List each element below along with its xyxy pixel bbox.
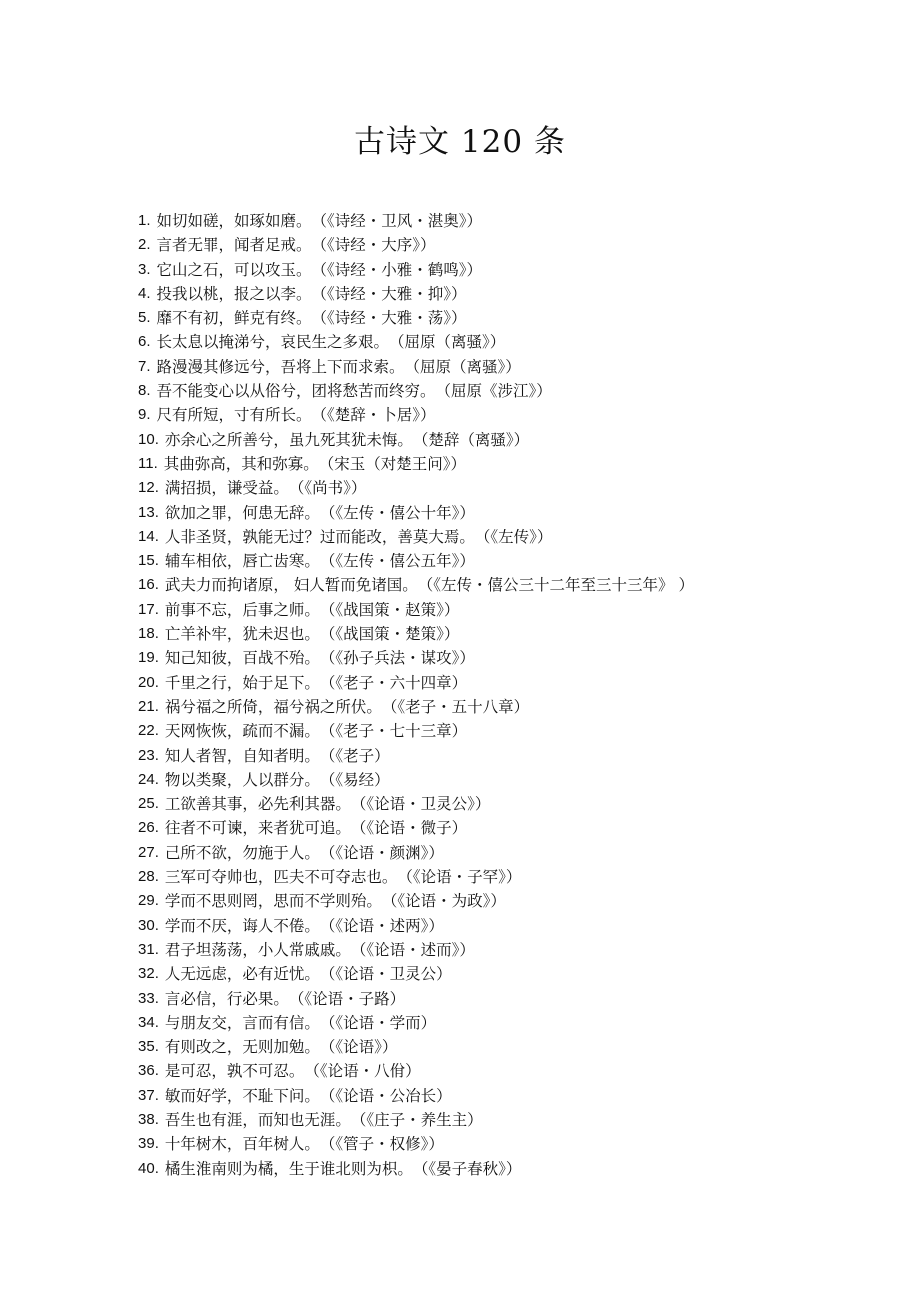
quote-text: 三军可夺帅也，匹夫不可夺志也。 — [164, 868, 398, 887]
quote-text: 物以类聚，人以群分。 — [164, 770, 320, 789]
quote-source: （《论语・卫灵公） — [319, 965, 452, 984]
quote-source: （《论语・学而） — [319, 1013, 437, 1032]
quote-source: （《论语・微子） — [350, 819, 468, 838]
quote-source: （《诗经・大雅・荡》） — [311, 309, 467, 328]
item-number-separator: . — [154, 770, 159, 788]
item-number-separator: . — [146, 406, 151, 424]
quote-text: 亦余心之所善兮，虽九死其犹未悔。 — [164, 430, 413, 449]
item-number: 30 — [138, 916, 155, 934]
quote-text: 敏而好学，不耻下问。 — [164, 1086, 320, 1105]
item-number-separator: . — [146, 382, 151, 400]
item-number: 13 — [138, 503, 155, 521]
item-number: 23 — [138, 746, 155, 764]
quote-text: 人无远虑，必有近忧。 — [164, 965, 320, 984]
item-number-separator: . — [146, 260, 151, 278]
list-item — [138, 1011, 898, 1035]
list-item — [138, 646, 898, 670]
item-number: 6 — [138, 333, 147, 351]
quote-source: （《论语・八佾） — [304, 1062, 421, 1081]
item-number-separator: . — [154, 722, 159, 740]
quote-source: （《老子） — [319, 746, 390, 765]
quote-source: （《诗经・大雅・抑》） — [311, 284, 467, 303]
item-number-separator: . — [154, 430, 159, 448]
quote-text: 如切如磋，如琢如磨。 — [156, 212, 312, 230]
item-number: 18 — [138, 625, 155, 643]
item-number: 39 — [138, 1135, 155, 1153]
quote-source: （屈原《涉江》） — [435, 382, 552, 401]
list-item — [138, 987, 898, 1011]
item-number-separator: . — [154, 625, 159, 643]
item-number-separator: . — [154, 673, 159, 691]
list-item — [138, 792, 898, 816]
quote-source: （《论语・述而》） — [350, 940, 475, 959]
item-number-separator: . — [154, 965, 159, 983]
quote-text: 它山之石，可以攻玉。 — [156, 260, 312, 279]
item-number: 3 — [138, 260, 147, 278]
quote-source: （《战国策・赵策》） — [319, 600, 460, 619]
item-number-separator: . — [146, 357, 151, 375]
item-number-separator: . — [154, 989, 159, 1007]
item-number: 24 — [138, 770, 155, 788]
quote-text: 与朋友交，言而有信。 — [164, 1013, 320, 1032]
quote-source: （宋玉（对楚王问》） — [318, 454, 467, 473]
list-item — [138, 598, 898, 622]
list-item — [138, 573, 898, 597]
item-number: 17 — [138, 600, 155, 618]
quote-text: 祸兮福之所倚，福兮祸之所伏。 — [164, 697, 382, 716]
list-item — [138, 816, 898, 840]
item-number: 32 — [138, 965, 155, 983]
quote-source: （屈原（离骚》） — [389, 333, 506, 352]
item-number: 4 — [138, 284, 147, 302]
quote-list — [138, 209, 898, 1181]
quote-source: （《诗经・大序》） — [311, 236, 436, 255]
list-item — [138, 233, 898, 257]
list-item — [138, 671, 898, 695]
item-number: 5 — [138, 309, 147, 327]
quote-text: 学而不思则罔，思而不学则殆。 — [164, 892, 382, 911]
item-number: 34 — [138, 1013, 155, 1031]
item-number: 16 — [138, 576, 155, 594]
quote-source: （《论语・为政》） — [381, 892, 506, 911]
item-number-separator: . — [154, 576, 159, 594]
item-number: 8 — [138, 382, 147, 400]
item-number-separator: . — [146, 212, 151, 229]
item-number: 20 — [138, 673, 155, 691]
item-number: 22 — [138, 722, 155, 740]
quote-text: 其曲弥高，其和弥寡。 — [163, 454, 319, 473]
quote-text: 知人者智，自知者明。 — [164, 746, 320, 765]
quote-text: 知己知彼，百战不殆。 — [164, 649, 320, 668]
quote-source: （《左传・僖公三十二年至三十三年》 ） — [417, 576, 694, 595]
list-item — [138, 355, 898, 379]
item-number: 27 — [138, 843, 155, 861]
quote-text: 长太息以掩涕兮，哀民生之多艰。 — [156, 333, 390, 352]
item-number-separator: . — [154, 795, 159, 813]
quote-source: （《老子・五十八章） — [381, 697, 530, 716]
list-item — [138, 962, 898, 986]
quote-source: （《诗经・卫风・湛奥》） — [311, 212, 483, 230]
quote-source: （《诗经・小雅・鹤鸣》） — [311, 260, 483, 279]
list-item — [138, 841, 898, 865]
item-number-separator: . — [154, 527, 159, 545]
item-number-separator: . — [154, 552, 159, 570]
item-number-separator: . — [154, 940, 159, 958]
quote-source: （《战国策・楚策》） — [319, 625, 460, 644]
quote-text: 学而不厌，诲人不倦。 — [164, 916, 320, 935]
item-number-separator: . — [154, 1062, 159, 1080]
quote-source: （《尚书》） — [288, 479, 367, 498]
list-item — [138, 1132, 898, 1156]
item-number-separator: . — [146, 284, 151, 302]
list-item — [138, 525, 898, 549]
list-item — [138, 622, 898, 646]
quote-source: （《晏子春秋》） — [412, 1159, 522, 1178]
quote-source: （《左传》） — [474, 527, 553, 546]
item-number: 11 — [138, 454, 154, 472]
list-item — [138, 476, 898, 500]
item-number-separator: . — [154, 1159, 159, 1177]
list-item — [138, 549, 898, 573]
item-number: 28 — [138, 868, 155, 886]
quote-source: （《易经） — [319, 770, 390, 789]
quote-text: 十年树木，百年树人。 — [164, 1135, 320, 1154]
quote-source: （《孙子兵法・谋攻》） — [319, 649, 475, 668]
quote-source: （屈原（离骚》） — [404, 357, 521, 376]
quote-text: 武夫力而拘诸原， 妇人暂而免诸国。 — [164, 576, 418, 595]
quote-text: 工欲善其事，必先利其器。 — [164, 795, 351, 814]
quote-text: 天网恢恢，疏而不漏。 — [164, 722, 320, 741]
list-item — [138, 306, 898, 330]
quote-text: 橘生淮南则为橘，生于谁北则为枳。 — [164, 1159, 413, 1178]
quote-source: （《老子・七十三章） — [319, 722, 468, 741]
list-item — [138, 695, 898, 719]
item-number: 25 — [138, 795, 155, 813]
quote-text: 千里之行，始于足下。 — [164, 673, 320, 692]
item-number: 38 — [138, 1110, 155, 1128]
item-number-separator: . — [154, 892, 159, 910]
quote-source: （《论语・述两》） — [319, 916, 444, 935]
quote-text: 言者无罪，闻者足戒。 — [156, 236, 312, 255]
list-item — [138, 379, 898, 403]
item-number-separator: . — [154, 697, 159, 715]
list-item — [138, 889, 898, 913]
quote-source: （《左传・僖公十年》） — [319, 503, 475, 522]
list-item — [138, 1157, 898, 1181]
item-number: 10 — [138, 430, 155, 448]
list-item — [138, 1035, 898, 1059]
quote-source: （《庄子・养生主） — [350, 1110, 483, 1129]
item-number-separator: . — [154, 479, 159, 497]
quote-source: （《论语》） — [319, 1038, 398, 1057]
item-number: 26 — [138, 819, 155, 837]
list-item — [138, 938, 898, 962]
item-number: 12 — [138, 479, 155, 497]
item-number-separator: . — [154, 503, 159, 521]
quote-text: 满招损，谦受益。 — [164, 479, 289, 498]
quote-source: （《论语・公冶长） — [319, 1086, 452, 1105]
quote-text: 投我以桃，报之以李。 — [156, 284, 312, 303]
quote-text: 辅车相依，唇亡齿寒。 — [164, 552, 320, 571]
item-number-separator: . — [154, 1038, 159, 1056]
item-number: 35 — [138, 1038, 155, 1056]
item-number-separator: . — [154, 1086, 159, 1104]
item-number: 15 — [138, 552, 155, 570]
quote-source: （《左传・僖公五年》） — [319, 552, 475, 571]
item-number: 31 — [138, 940, 155, 958]
quote-text: 人非圣贤，孰能无过？过而能改，善莫大焉。 — [164, 527, 475, 546]
quote-text: 言必信，行必果。 — [164, 989, 289, 1008]
item-number: 36 — [138, 1062, 155, 1080]
list-item — [138, 209, 898, 233]
list-item — [138, 1084, 898, 1108]
quote-source: （《管子・权修》） — [319, 1135, 444, 1154]
quote-text: 前事不忘，后事之师。 — [164, 600, 320, 619]
item-number-separator: . — [146, 333, 151, 351]
quote-source: （楚辞（离骚》） — [412, 430, 530, 449]
list-item — [138, 914, 898, 938]
page-title: 古诗文 120 条 — [354, 124, 566, 160]
item-number: 21 — [138, 697, 155, 715]
item-number: 7 — [138, 357, 147, 375]
quote-text: 欲加之罪，何患无辞。 — [164, 503, 320, 522]
item-number: 1 — [138, 212, 147, 229]
quote-text: 有则改之，无则加勉。 — [164, 1038, 320, 1057]
item-number-separator: . — [154, 916, 159, 934]
list-item — [138, 428, 898, 452]
item-number: 2 — [138, 236, 147, 254]
item-number-separator: . — [146, 309, 151, 327]
quote-source: （《论语・子罕》） — [397, 868, 522, 887]
item-number-separator: . — [154, 1135, 159, 1153]
list-item — [138, 1108, 898, 1132]
item-number-separator: . — [154, 843, 159, 861]
quote-text: 吾生也有涯，而知也无涯。 — [164, 1110, 351, 1129]
quote-text: 是可忍，孰不可忍。 — [164, 1062, 305, 1081]
item-number: 40 — [138, 1159, 155, 1177]
quote-text: 吾不能变心以从俗兮，团将愁苦而终穷。 — [156, 382, 436, 401]
item-number-separator: . — [153, 454, 158, 472]
list-item — [138, 865, 898, 889]
item-number-separator: . — [146, 236, 151, 254]
item-number: 37 — [138, 1086, 155, 1104]
quote-text: 靡不有初，鲜克有终。 — [156, 309, 312, 328]
list-item — [138, 719, 898, 743]
list-item — [138, 744, 898, 768]
item-number-separator: . — [154, 1013, 159, 1031]
quote-text: 己所不欲，勿施于人。 — [164, 843, 320, 862]
item-number-separator: . — [154, 1110, 159, 1128]
quote-text: 君子坦荡荡，小人常戚戚。 — [164, 940, 351, 959]
item-number: 29 — [138, 892, 155, 910]
item-number-separator: . — [154, 600, 159, 618]
item-number: 9 — [138, 406, 147, 424]
list-item — [138, 768, 898, 792]
list-item — [138, 501, 898, 525]
list-item — [138, 403, 898, 427]
item-number-separator: . — [154, 819, 159, 837]
item-number: 19 — [138, 649, 155, 667]
quote-source: （《老子・六十四章） — [319, 673, 468, 692]
quote-source: （《论语・颜渊》） — [319, 843, 444, 862]
item-number-separator: . — [154, 746, 159, 764]
quote-text: 尺有所短，寸有所长。 — [156, 406, 312, 425]
list-item — [138, 282, 898, 306]
quote-source: （《论语・卫灵公》） — [350, 795, 491, 814]
quote-text: 往者不可谏，来者犹可追。 — [164, 819, 351, 838]
list-item — [138, 452, 898, 476]
item-number-separator: . — [154, 868, 159, 886]
list-item — [138, 1059, 898, 1083]
quote-source: （《楚辞・卜居》） — [311, 406, 436, 425]
item-number: 14 — [138, 527, 155, 545]
item-number: 33 — [138, 989, 155, 1007]
quote-text: 亡羊补牢，犹未迟也。 — [164, 625, 320, 644]
quote-source: （《论语・子路） — [288, 989, 406, 1008]
item-number-separator: . — [154, 649, 159, 667]
quote-text: 路漫漫其修远兮，吾将上下而求索。 — [156, 357, 405, 376]
list-item — [138, 258, 898, 282]
list-item — [138, 330, 898, 354]
